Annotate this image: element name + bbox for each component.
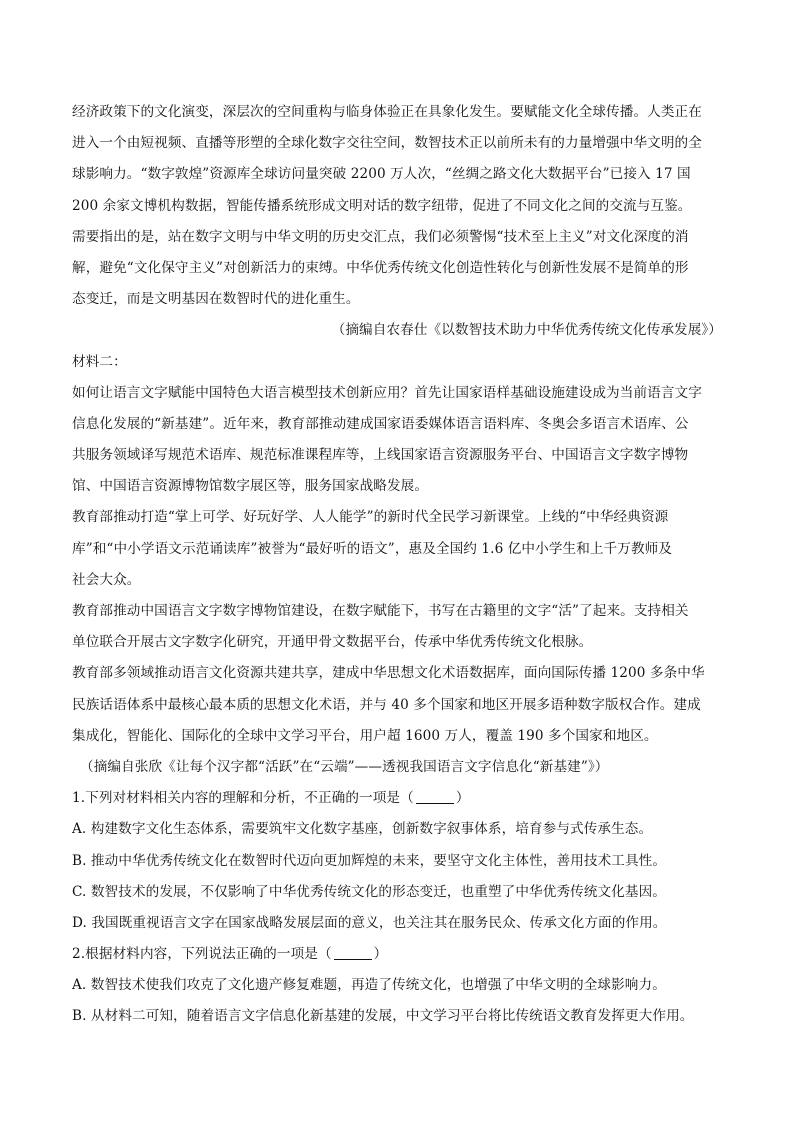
paragraph-line: 共服务领域译写规范术语库、规范标准课程库等，上线国家语言资源服务平台、中国语言文字数字博物: [72, 447, 689, 464]
paragraph-line: 集成化，智能化、国际化的全球中文学习平台，用户超 1600 万人，覆盖 190 多个国家和地区。: [72, 727, 658, 744]
paragraph-line: 态变迁，而是文明基因在数智时代的进化重生。: [72, 291, 360, 308]
section-heading: 材料二：: [72, 353, 127, 370]
option-d: D. 我国既重视语言文字在国家战略发展层面的意义，也关注其在服务民众、传承文化方面的作用。: [72, 914, 667, 931]
question-stem: 2.根据材料内容，下列说法正确的一项是（: [72, 946, 332, 963]
paragraph-line: 民族话语体系中最核心最本质的思想文化术语，并与 40 多个国家和地区开展多语种数字版权合作。建成: [72, 696, 701, 713]
question-2: [72, 939, 722, 970]
paragraph-line: 进入一个由短视频、直播等形塑的全球化数字交往空间，数智技术正以前所未有的力量增强中华文明的全: [72, 135, 702, 152]
paragraph-line: 200 余家文博机构数据，智能传播系统形成文明对话的数字纽带，促进了不同文化之间的交流与互鉴。: [72, 197, 692, 214]
material-one-continuation: [72, 97, 722, 1033]
paragraph-line: 教育部推动中国语言文字数字博物馆建设，在数字赋能下，书写在古籍里的文字“活”了起来。支持相关: [72, 603, 689, 619]
paragraph-line: 单位联合开展古文字数字化研究，开通甲骨文数据平台，传承中华优秀传统文化根脉。: [72, 634, 593, 651]
option-b: B. 推动中华优秀传统文化在数智时代迈向更加辉煌的未来，要坚守文化主体性，善用技术工具性。: [72, 852, 667, 869]
paragraph-line: 信息化发展的“新基建”。近年来，教育部推动建成国家语委媒体语言语料库、冬奥会多语言术语库、公: [72, 415, 689, 432]
paragraph-line: 需要指出的是，站在数字文明与中华文明的历史交汇点，我们必须警惕“技术至上主义”对文化深度的消: [72, 228, 689, 245]
option-b: B. 从材料二可知，随着语言文字信息化新基建的发展，中文学习平台将比传统语文教育发挥更大作用。: [72, 1008, 694, 1025]
paragraph-line: 教育部多领域推动语言文化资源共建共享，建成中华思想文化术语数据库，面向国际传播 1200 多条中华: [72, 665, 705, 682]
close-paren: ）: [373, 946, 388, 963]
paragraph-line: 解，避免“文化保守主义”对创新活力的束缚。中华优秀传统文化创造性转化与创新性发展不是简单的形: [72, 259, 689, 276]
paragraph-line: 球影响力。“数字敦煌”资源库全球访问量突破 2200 万人次，“丝绸之路文化大数据平台”已接入 17 国: [72, 166, 691, 183]
option-a: A. 数智技术使我们攻克了文化遗产修复难题，再造了传统文化，也增强了中华文明的全球影响力。: [72, 977, 666, 994]
paragraph-line: 如何让语言文字赋能中国特色大语言模型技术创新应用？首先让国家语样基础设施建设成为当前语言文字: [72, 384, 702, 401]
paragraph-line: 社会大众。: [72, 571, 141, 588]
option-a: A. 构建数字文化生态体系，需要筑牢文化数字基座，创新数字叙事体系，培育参与式传承生态。: [72, 821, 653, 838]
answer-blank[interactable]: [416, 789, 454, 804]
question-1: [72, 783, 722, 814]
answer-blank[interactable]: [334, 945, 372, 960]
source-citation: （摘编自张欣《让每个汉字都“活跃”在“云端”——透视我国语言文字信息化“新基建”》）: [80, 758, 609, 775]
paragraph-line: 经济政策下的文化演变，深层次的空间重构与临身体验正在具象化发生。要赋能文化全球传播。人类正在: [72, 104, 702, 120]
close-paren: ）: [455, 790, 470, 807]
paragraph-line: 教育部推动打造“掌上可学、好玩好学、人人能学”的新时代全民学习新课堂。上线的“中华经典资源: [72, 509, 669, 526]
source-citation: （摘编自农春仕《以数智技术助力中华优秀传统文化传承发展》）: [331, 322, 722, 339]
question-stem: 1.下列对材料相关内容的理解和分析，不正确的一项是（: [72, 790, 414, 807]
paragraph-line: 馆、中国语言资源博物馆数字展区等，服务国家战略发展。: [72, 478, 429, 495]
option-c: C. 数智技术的发展，不仅影响了中华优秀传统文化的形态变迁，也重塑了中华优秀传统文化基因。: [72, 883, 666, 900]
paragraph-line: 库”和“中小学语文示范诵读库”被誉为“最好听的语文”，惠及全国约 1.6 亿中小学生和上千万教师及: [72, 540, 673, 557]
